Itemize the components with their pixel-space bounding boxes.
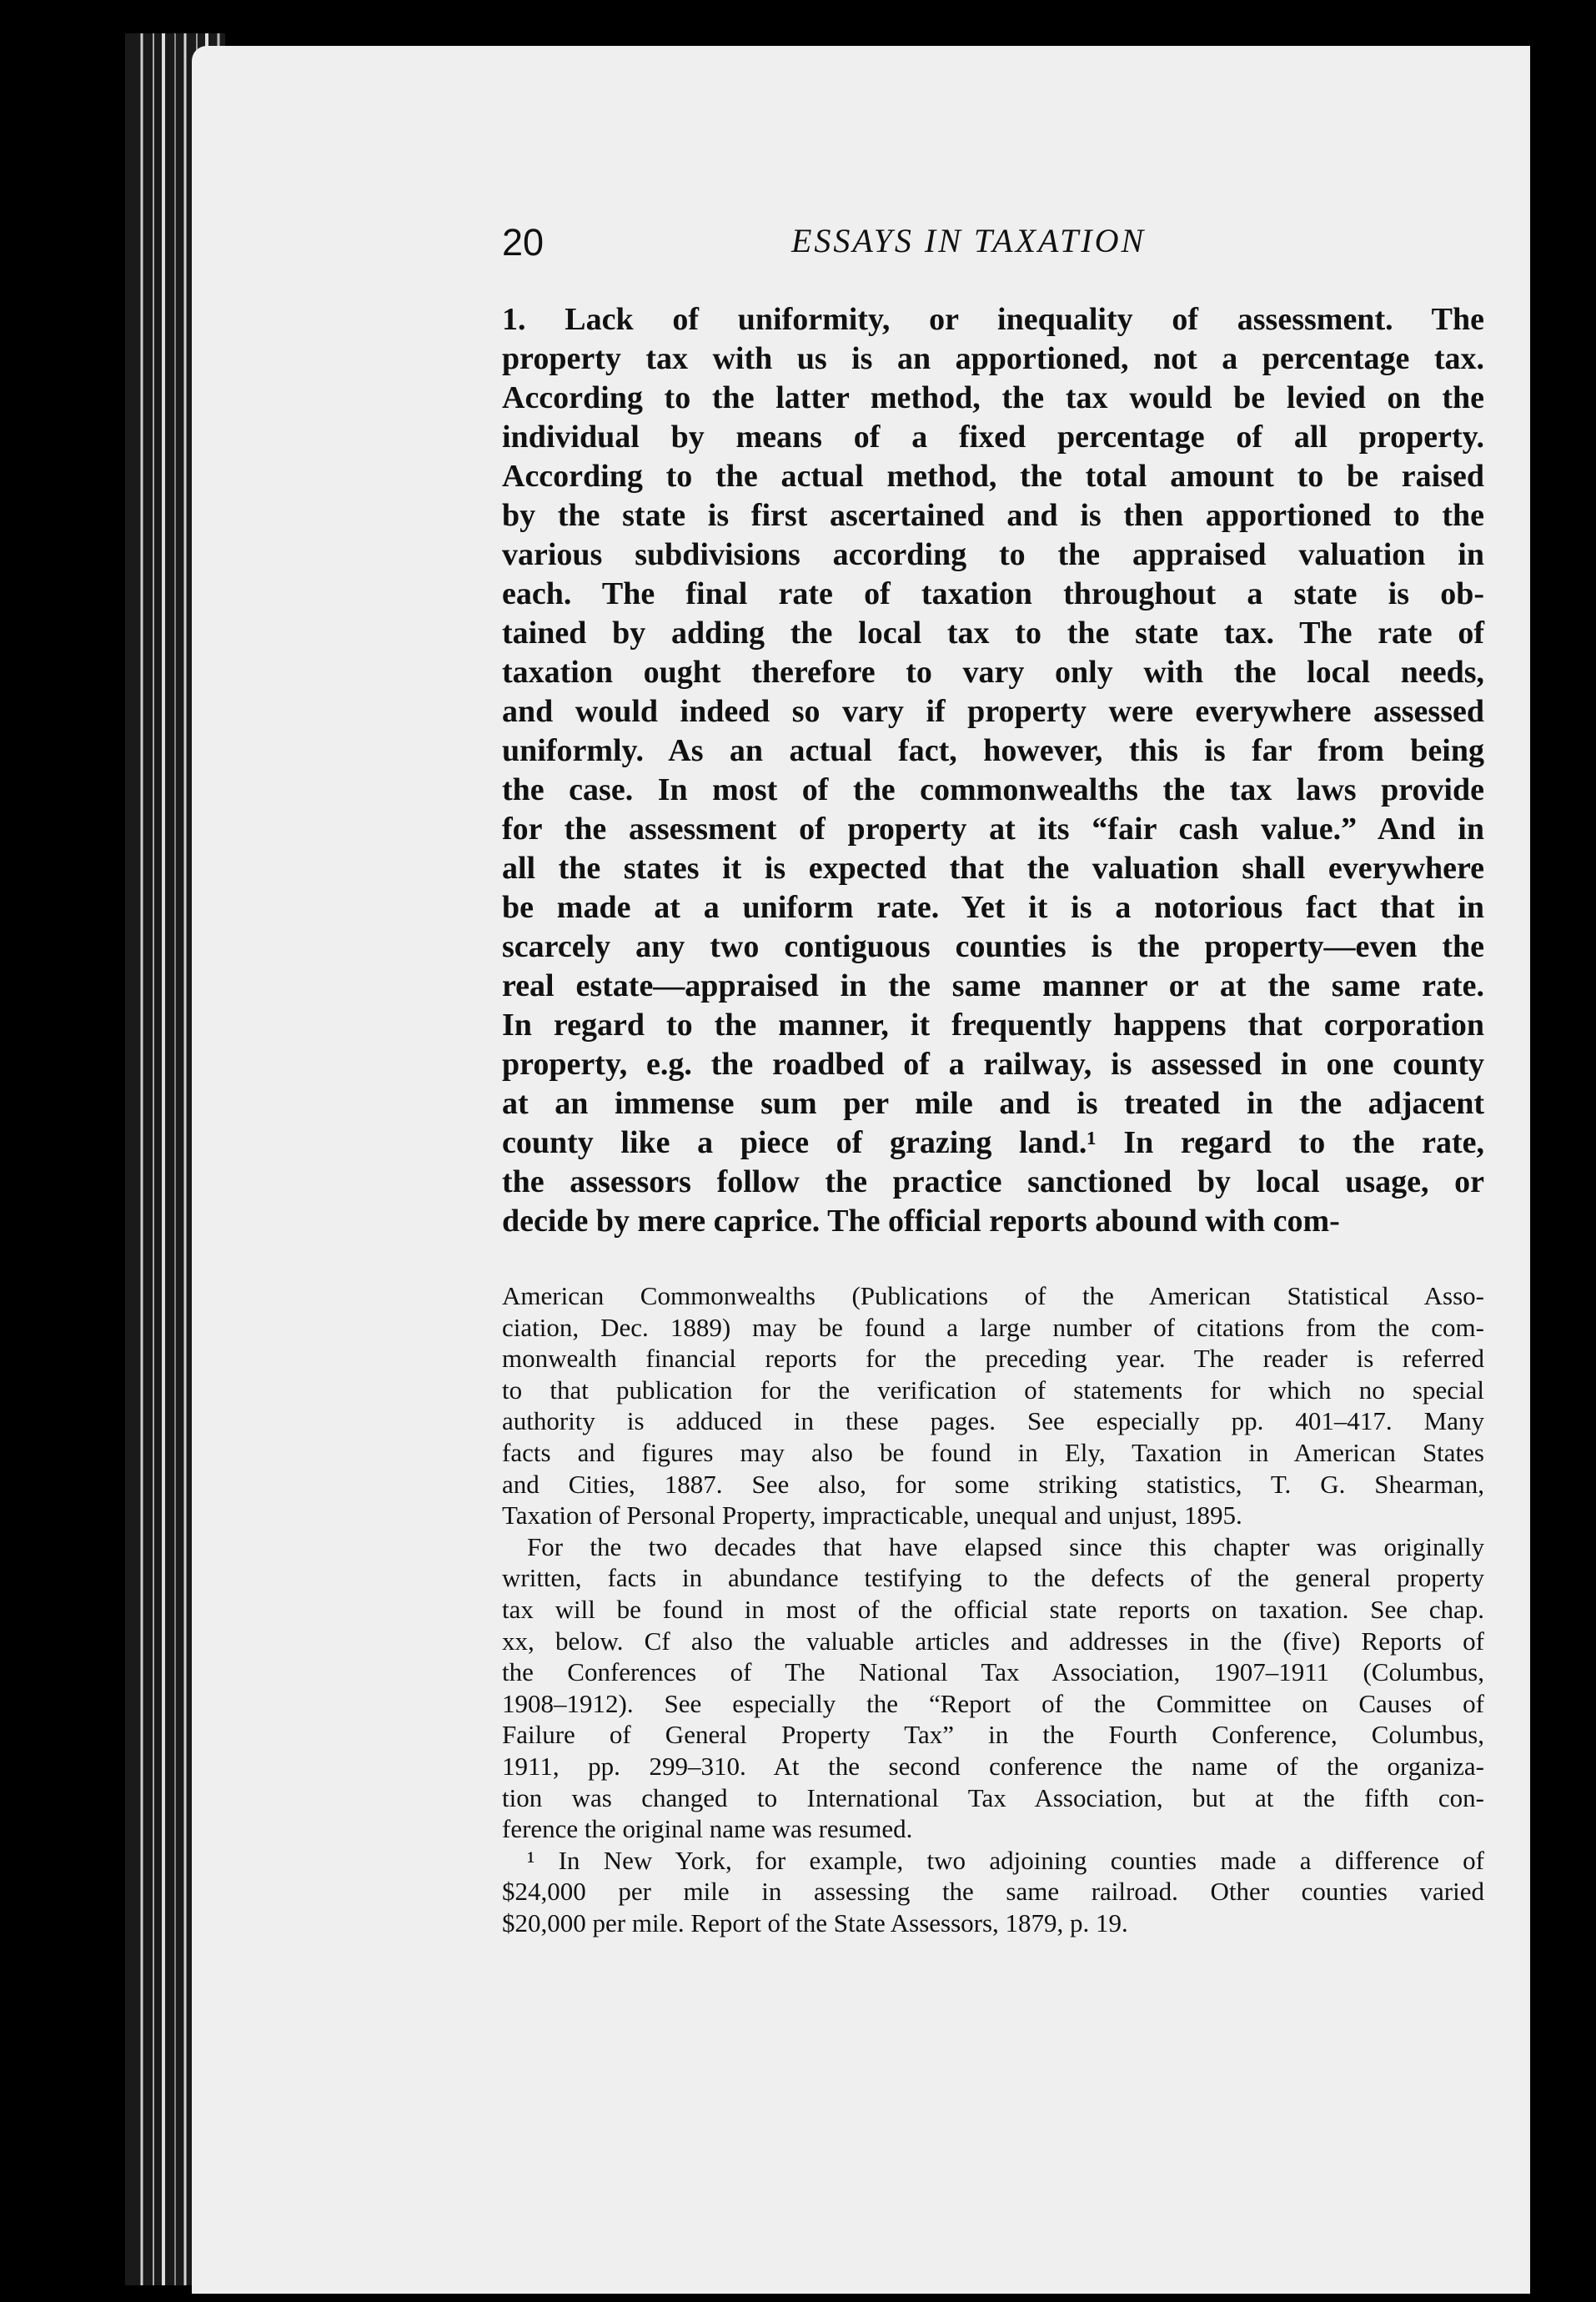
body-line: According to the latter method, the tax would be levied on the: [502, 380, 1484, 415]
body-line: individual by means of a fixed percentage of all property.: [502, 420, 1484, 455]
footnote-line: Failure of General Property Tax” in the Fourth Conference, Columbus,: [502, 1720, 1484, 1750]
footnote-line: ciation, Dec. 1889) may be found a large number of citations from the com-: [502, 1312, 1484, 1342]
body-line: property tax with us is an apportioned, not a percentage tax.: [502, 341, 1484, 376]
footnote-line: authority is adduced in these pages. See especially pp. 401–417. Many: [502, 1406, 1484, 1436]
footnote-line: Taxation of Personal Property, impracticable, unequal and unjust, 1895.: [502, 1500, 1242, 1530]
body-line: for the assessment of property at its “fair cash value.” And in: [502, 812, 1484, 847]
footnote-line: tax will be found in most of the official state reports on taxation. See chap.: [502, 1594, 1484, 1624]
body-line: and would indeed so vary if property were everywhere assessed: [502, 694, 1484, 729]
footnote-line: For the two decades that have elapsed since this chapter was originally: [527, 1531, 1484, 1561]
body-line: the assessors follow the practice sanctioned by local usage, or: [502, 1164, 1484, 1199]
body-line: all the states it is expected that the valuation shall everywhere: [502, 851, 1484, 886]
footnotes: [502, 1280, 1484, 1938]
footnote-line: monwealth financial reports for the preceding year. The reader is referred: [502, 1344, 1484, 1374]
body-line: each. The final rate of taxation throughout a state is ob-: [502, 576, 1484, 611]
footnote-line: American Commonwealths (Publications of the American Statistical Asso-: [502, 1281, 1484, 1310]
page-number: 20: [502, 221, 545, 264]
body-line: tained by adding the local tax to the state tax. The rate of: [502, 616, 1484, 651]
body-line: 1. Lack of uniformity, or inequality of assessment. The: [502, 302, 1484, 337]
footnote-line: written, facts in abundance testifying to the defects of the general property: [502, 1563, 1484, 1593]
body-line: the case. In most of the commonwealths the tax laws provide: [502, 772, 1484, 807]
footnote-line: facts and figures may also be found in Ely, Taxation in American States: [502, 1437, 1484, 1467]
body-line: scarcely any two contiguous counties is the property—even the: [502, 929, 1484, 964]
footnote-line: $24,000 per mile in assessing the same railroad. Other counties varied: [502, 1877, 1484, 1907]
footnote-line: to that publication for the verification of statements for which no special: [502, 1375, 1484, 1405]
footnote-line: ¹ In New York, for example, two adjoining counties made a difference of: [527, 1845, 1484, 1875]
body-line: real estate—appraised in the same manner or at the same rate.: [502, 968, 1484, 1003]
footnote-line: tion was changed to International Tax Association, but at the fifth con-: [502, 1782, 1484, 1812]
body-line: county like a piece of grazing land.¹ In regard to the rate,: [502, 1125, 1484, 1160]
footnote-line: xx, below. Cf also the valuable articles and addresses in the (five) Reports of: [502, 1626, 1484, 1656]
body-line: at an immense sum per mile and is treated in the adjacent: [502, 1086, 1484, 1121]
body-line: According to the actual method, the total amount to be raised: [502, 459, 1484, 494]
footnote-line: ference the original name was resumed.: [502, 1814, 913, 1844]
footnote-line: 1911, pp. 299–310. At the second conference the name of the organiza-: [502, 1751, 1484, 1781]
running-header: [502, 221, 1226, 271]
body-line: In regard to the manner, it frequently happens that corporation: [502, 1008, 1484, 1043]
body-line: various subdivisions according to the appraised valuation in: [502, 537, 1484, 572]
running-title: ESSAYS IN TAXATION: [791, 222, 1147, 259]
body-line: property, e.g. the roadbed of a railway, is assessed in one county: [502, 1047, 1484, 1082]
body-line: decide by mere caprice. The official reports abound with com-: [502, 1204, 1340, 1239]
body-line: be made at a uniform rate. Yet it is a notorious fact that in: [502, 890, 1484, 925]
footnote-line: the Conferences of The National Tax Association, 1907–1911 (Columbus,: [502, 1657, 1484, 1687]
body-line: taxation ought therefore to vary only with the local needs,: [502, 655, 1484, 690]
footnote-line: and Cities, 1887. See also, for some striking statistics, T. G. Shearman,: [502, 1469, 1484, 1499]
footnote-line: 1908–1912). See especially the “Report of the Committee on Causes of: [502, 1688, 1484, 1718]
body-line: by the state is first ascertained and is then apportioned to the: [502, 498, 1484, 533]
body-line: uniformly. As an actual fact, however, this is far from being: [502, 733, 1484, 768]
body-paragraph: [502, 300, 1484, 1241]
footnote-line: $20,000 per mile. Report of the State Assessors, 1879, p. 19.: [502, 1907, 1128, 1938]
